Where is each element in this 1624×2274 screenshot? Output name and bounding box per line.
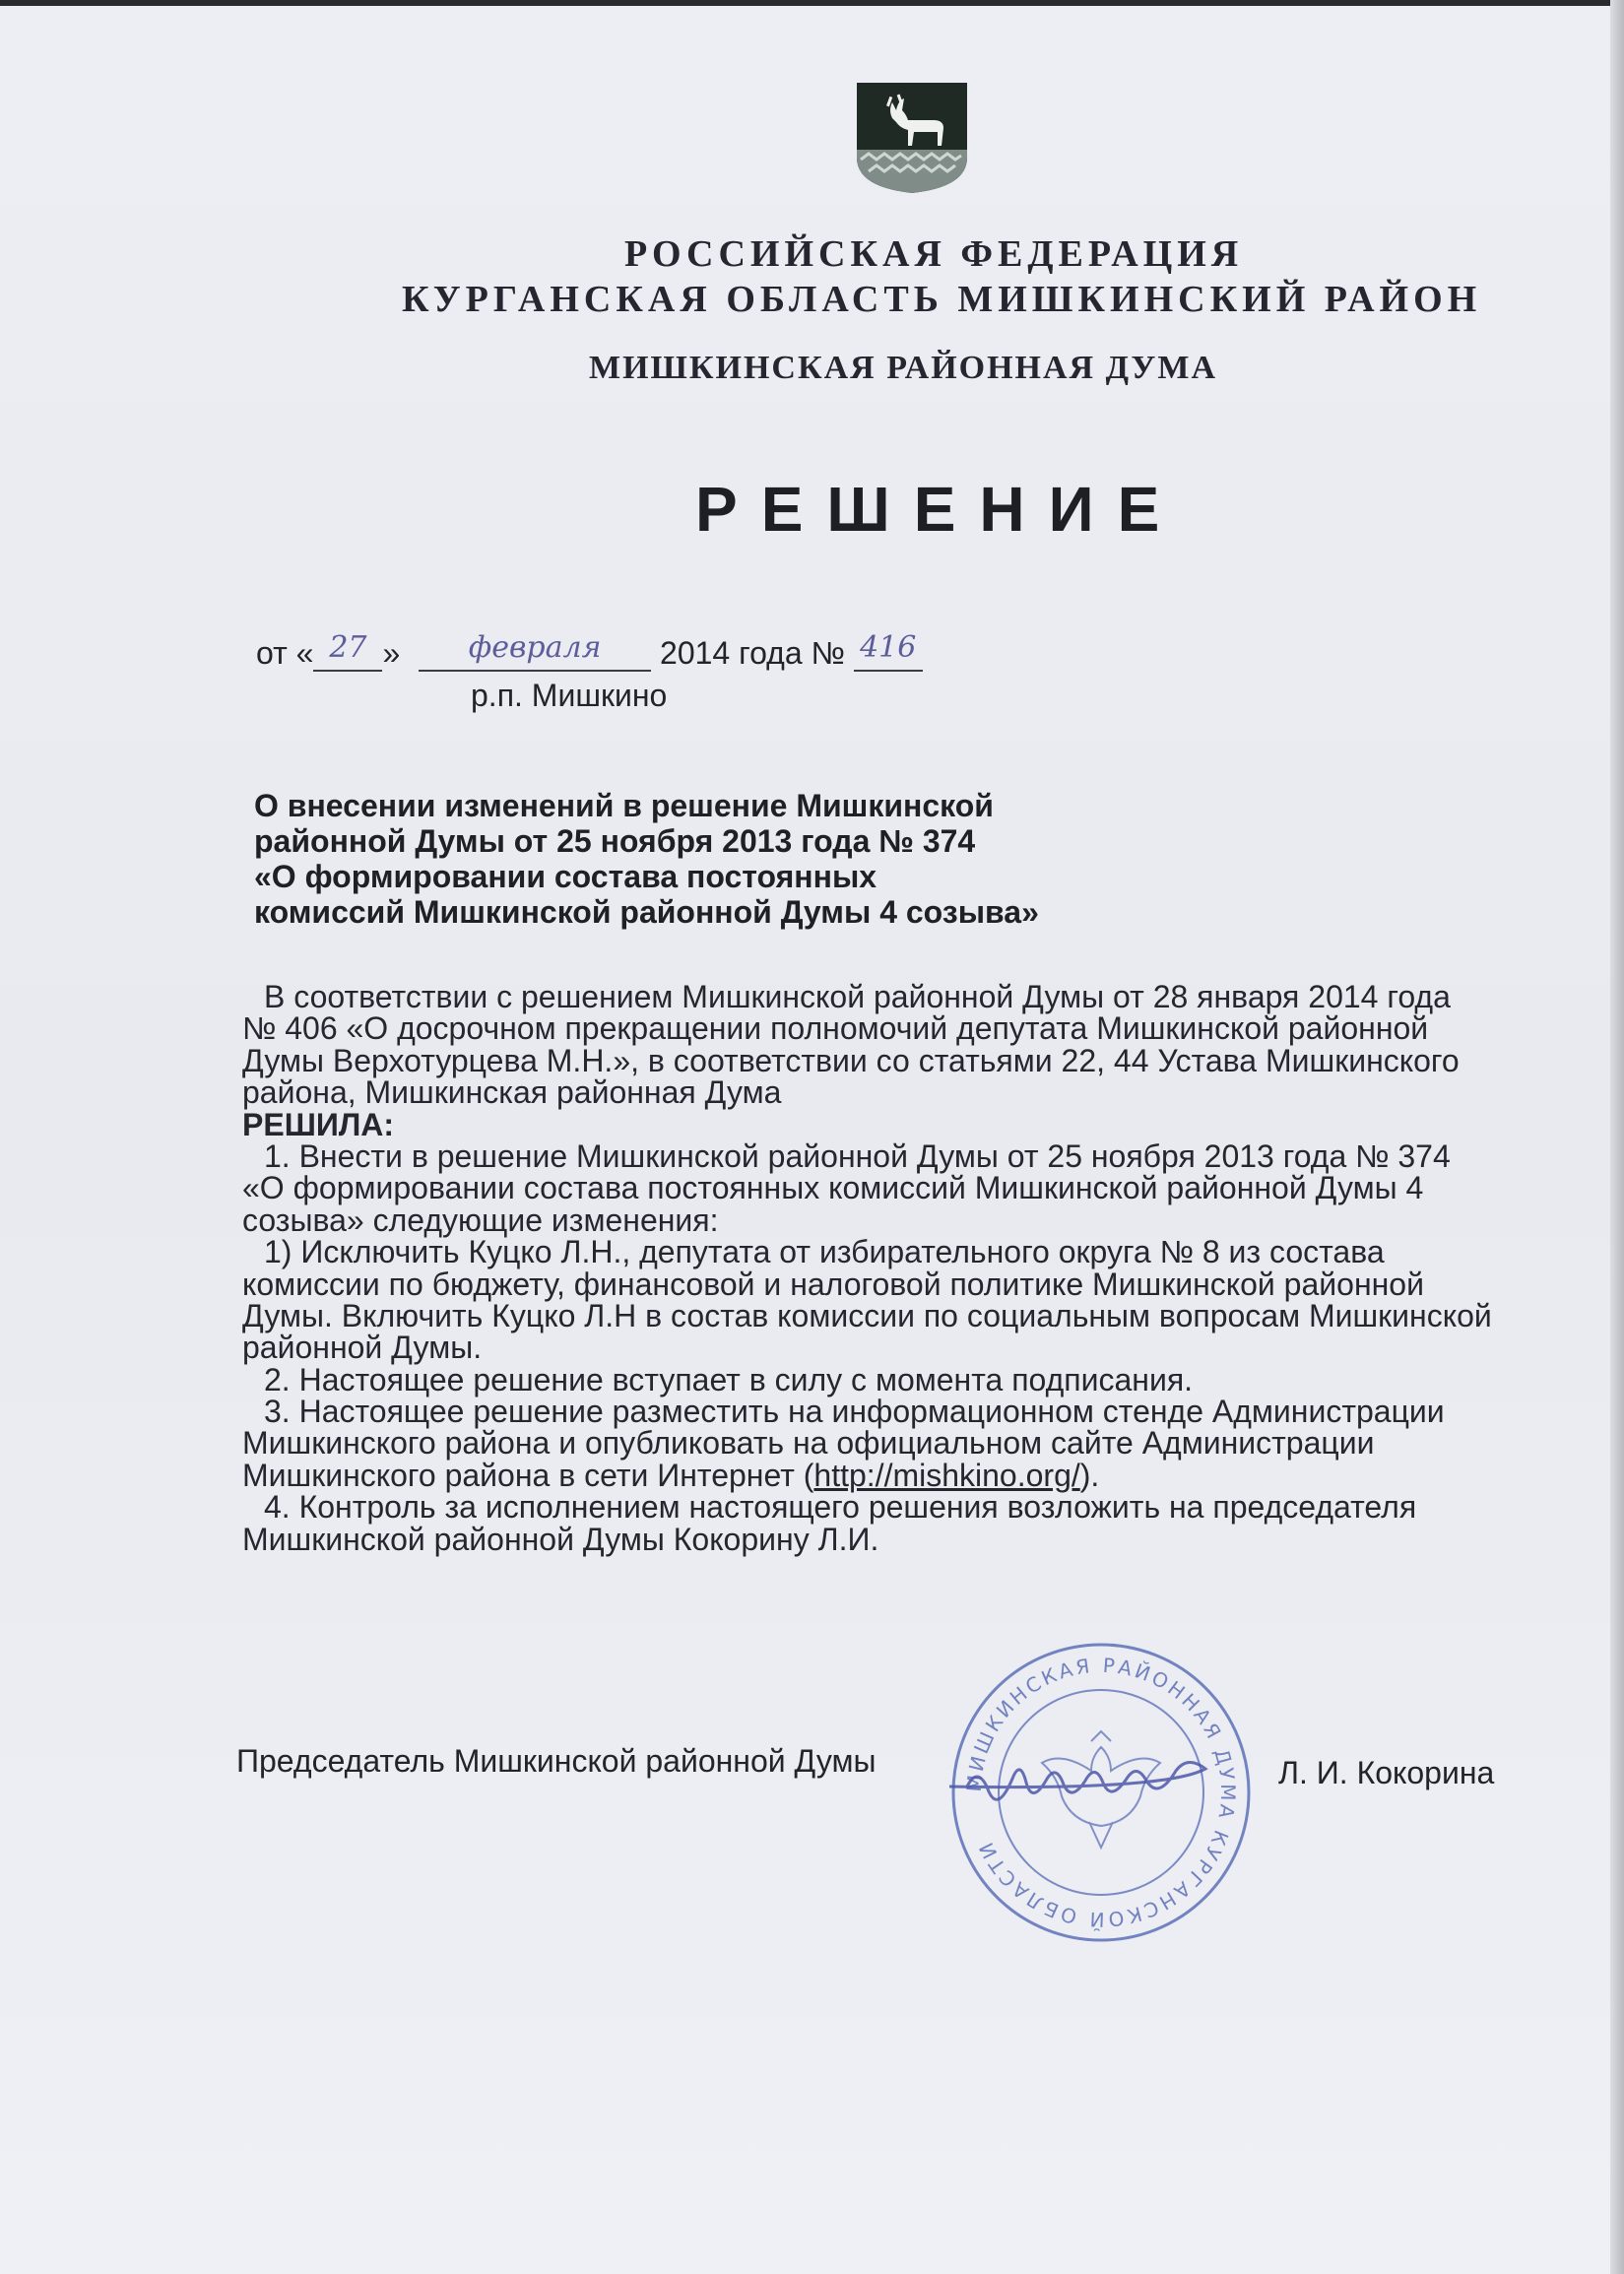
body-line: Мишкинской районной Думы Кокорину Л.И. xyxy=(242,1521,879,1557)
body-line: районной Думы. xyxy=(242,1330,483,1366)
doc-number: 416 xyxy=(860,630,917,665)
body-text: ). xyxy=(1079,1457,1100,1493)
header-duma: МИШКИНСКАЯ РАЙОННАЯ ДУМА xyxy=(589,350,1218,386)
subject-line: комиссий Мишкинской районной Думы 4 созыва» xyxy=(254,894,1039,930)
body-line: 4. Контроль за исполнением настоящего решения возложить на председателя xyxy=(264,1489,1417,1526)
header-region: КУРГАНСКАЯ ОБЛАСТЬ МИШКИНСКИЙ РАЙОН xyxy=(402,279,1482,320)
signatory-title: Председатель Мишкинской районной Думы xyxy=(236,1743,877,1779)
body-line: 2. Настоящее решение вступает в силу с момента подписания. xyxy=(264,1361,1194,1397)
body-line: В соответствии с решением Мишкинской районной Думы от 28 января 2014 года xyxy=(264,979,1451,1014)
resolved-heading: РЕШИЛА: xyxy=(242,1106,395,1142)
header-country: РОССИЙСКАЯ ФЕДЕРАЦИЯ xyxy=(624,233,1244,275)
body-line: 1) Исключить Куцко Л.Н., депутата от избирательного округа № 8 из состава xyxy=(264,1234,1385,1270)
stamp-ring-text: МИШКИНСКАЯ РАЙОННАЯ ДУМА КУРГАНСКОЙ ОБЛАСТИ xyxy=(961,1653,1241,1932)
body-line: Мишкинского района и опубликовать на официальном сайте Администрации xyxy=(242,1425,1375,1462)
svg-text:МИШКИНСКАЯ РАЙОННАЯ ДУМА КУРГА xyxy=(962,1654,1240,1932)
date-prefix: от « xyxy=(256,635,314,671)
body-line: «О формировании состава постоянных комиссий Мишкинской районной Думы 4 xyxy=(242,1170,1424,1206)
date-mid: » xyxy=(382,635,401,671)
body-line: района, Мишкинская районная Дума xyxy=(242,1074,782,1111)
body-line: Думы. Включить Куцко Л.Н в состав комиссии по социальным вопросам Мишкинской xyxy=(242,1297,1492,1333)
signatory-name: Л. И. Кокорина xyxy=(1278,1755,1495,1790)
body-line: Думы Верхотурцева М.Н.», в соответствии со статьями 22, 44 Устава Мишкинского xyxy=(242,1042,1460,1078)
body-line: комиссии по бюджету, финансовой и налоговой политике Мишкинской районной xyxy=(242,1266,1424,1302)
body-line: 3. Настоящее решение разместить на информационном стенде Администрации xyxy=(264,1394,1445,1430)
subject-block xyxy=(254,788,1039,930)
document-body xyxy=(242,981,1547,1555)
date-day-field xyxy=(313,630,382,672)
date-line xyxy=(256,630,923,672)
website-link[interactable]: http://mishkino.org/ xyxy=(813,1457,1080,1493)
subject-line: «О формировании состава постоянных xyxy=(254,859,877,894)
body-text: Мишкинского района в сети Интернет ( xyxy=(242,1457,814,1493)
scan-edge-top xyxy=(0,0,1624,6)
body-line: № 406 «О досрочном прекращении полномочий депутата Мишкинской районной xyxy=(242,1010,1429,1047)
date-month: февраля xyxy=(468,630,602,665)
official-stamp xyxy=(947,1639,1255,1946)
subject-line: О внесении изменений в решение Мишкинской xyxy=(254,788,994,823)
document-title: РЕШЕНИЕ xyxy=(695,474,1184,545)
scan-edge-right xyxy=(1610,0,1624,2274)
date-month-field xyxy=(419,630,651,672)
date-day: 27 xyxy=(329,630,367,665)
coat-of-arms-icon xyxy=(853,81,971,195)
body-line: 1. Внести в решение Мишкинской районной Думы от 25 ноября 2013 года № 374 xyxy=(264,1137,1451,1174)
place: р.п. Мишкино xyxy=(471,678,668,713)
doc-number-field xyxy=(854,630,923,672)
date-year: 2014 года № xyxy=(660,635,845,671)
body-line xyxy=(242,1457,1547,1493)
subject-line: районной Думы от 25 ноября 2013 года № 374 xyxy=(254,823,976,859)
body-line: созыва» следующие изменения: xyxy=(242,1202,719,1238)
